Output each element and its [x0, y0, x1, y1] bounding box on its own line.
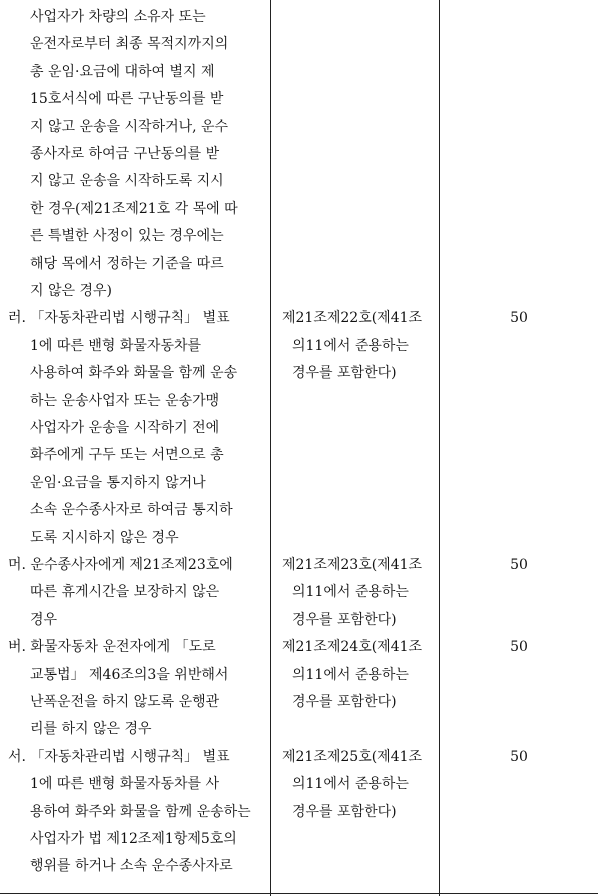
- violation-text-line: 1에 따른 밴형 화물자동차를 사: [30, 776, 219, 793]
- table-row-amount: 50: [510, 557, 528, 573]
- violation-text-line: 도록 지시하지 않은 경우: [30, 529, 179, 546]
- table-row-violation: [8, 744, 270, 881]
- violation-text-line: 서. 「자동차관리법 시행규칙」 별표: [8, 748, 230, 765]
- table-row-violation: [8, 552, 270, 634]
- provision-text-line: 경우를 포함한다): [292, 693, 397, 710]
- violation-text-line: 행위를 하거나 소속 운수종사자로: [30, 858, 233, 875]
- violation-text-line: 총 운임·요금에 대하여 별지 제: [30, 63, 215, 80]
- table-row-amount: 50: [510, 310, 528, 327]
- violation-text-line: 사용하여 화주와 화물을 함께 운송: [30, 365, 238, 382]
- table-row-provision: [282, 552, 438, 634]
- provision-text-line: 제21조제25호(제41조: [282, 748, 423, 765]
- table-row-provision: [282, 634, 438, 716]
- violation-text-line: 머. 운수종사자에게 제21조제23호에: [8, 557, 233, 573]
- violation-text-line: 리를 하지 않은 경우: [30, 721, 152, 738]
- violation-text-line: 화주에게 구두 또는 서면으로 총: [30, 447, 224, 464]
- provision-text-line: 의11에서 준용하는: [292, 337, 409, 354]
- table-row-amount: 50: [510, 639, 528, 656]
- violation-text-line: 운전자로부터 최종 목적지까지의: [30, 36, 229, 53]
- violation-text-line: 교통법」 제46조의3을 위반해서: [30, 666, 229, 683]
- violation-text-line: 난폭운전을 하지 않도록 운행관: [30, 693, 220, 710]
- provision-text-line: 제21조제22호(제41조: [282, 310, 423, 327]
- violation-text-line: 해당 목에서 정하는 기준을 따르: [30, 255, 224, 272]
- violation-text-line: 따른 휴게시간을 보장하지 않은: [30, 584, 220, 601]
- violation-text-line: 하는 운송사업자 또는 운송가맹: [30, 392, 220, 409]
- violation-text-line: 사업자가 법 제12조제1항제5호의: [30, 830, 237, 847]
- violation-text-line: 한 경우(제21조제21호 각 목에 따: [30, 200, 238, 217]
- table-row-provision: [282, 305, 438, 387]
- violation-text-line: 종사자로 하여금 구난동의를 받: [30, 145, 220, 162]
- violation-text-line: 사업자가 운송을 시작하기 전에: [30, 419, 220, 436]
- table-row-amount: 50: [510, 748, 528, 765]
- provision-text-line: 의11에서 준용하는: [292, 776, 409, 793]
- violation-text-line: 경우: [30, 611, 58, 628]
- violation-text-line: 러. 「자동차관리법 시행규칙」 별표: [8, 310, 230, 327]
- table-row-violation: [8, 634, 270, 744]
- violation-text-line: 운임·요금을 통지하지 않거나: [30, 474, 206, 491]
- violation-text-line: 지 않고 운송을 시작하도록 지시: [30, 173, 224, 190]
- column-divider-1: [270, 0, 271, 896]
- violation-text-line: 버. 화물자동차 운전자에게 「도로: [8, 639, 216, 656]
- provision-text-line: 제21조제23호(제41조: [282, 557, 423, 573]
- provision-text-line: 제21조제24호(제41조: [282, 639, 423, 656]
- violation-text-line: 1에 따른 밴형 화물자동차를: [30, 337, 202, 354]
- table-bottom-border: [0, 893, 598, 894]
- violation-text-line: 용하여 화주와 화물을 함께 운송하는: [30, 803, 251, 820]
- violation-text-line: 지 않고 운송을 시작하거나, 운수: [30, 118, 229, 135]
- violation-text-line: 사업자가 차량의 소유자 또는: [30, 9, 206, 25]
- violation-text-line: 른 특별한 사정이 있는 경우에는: [30, 228, 224, 245]
- table-row-violation: [8, 4, 270, 305]
- table-row-violation: [8, 305, 270, 552]
- provision-text-line: 경우를 포함한다): [292, 611, 397, 628]
- violation-text-line: 소속 운수종사자로 하여금 통지하: [30, 502, 233, 519]
- provision-text-line: 경우를 포함한다): [292, 365, 397, 382]
- violation-text-line: 15호서식에 따른 구난동의를 받: [30, 91, 224, 108]
- provision-text-line: 의11에서 준용하는: [292, 666, 409, 683]
- provision-text-line: 경우를 포함한다): [292, 803, 397, 820]
- table-row-provision: [282, 744, 438, 826]
- provision-text-line: 의11에서 준용하는: [292, 584, 409, 601]
- violation-text-line: 지 않은 경우): [30, 282, 112, 299]
